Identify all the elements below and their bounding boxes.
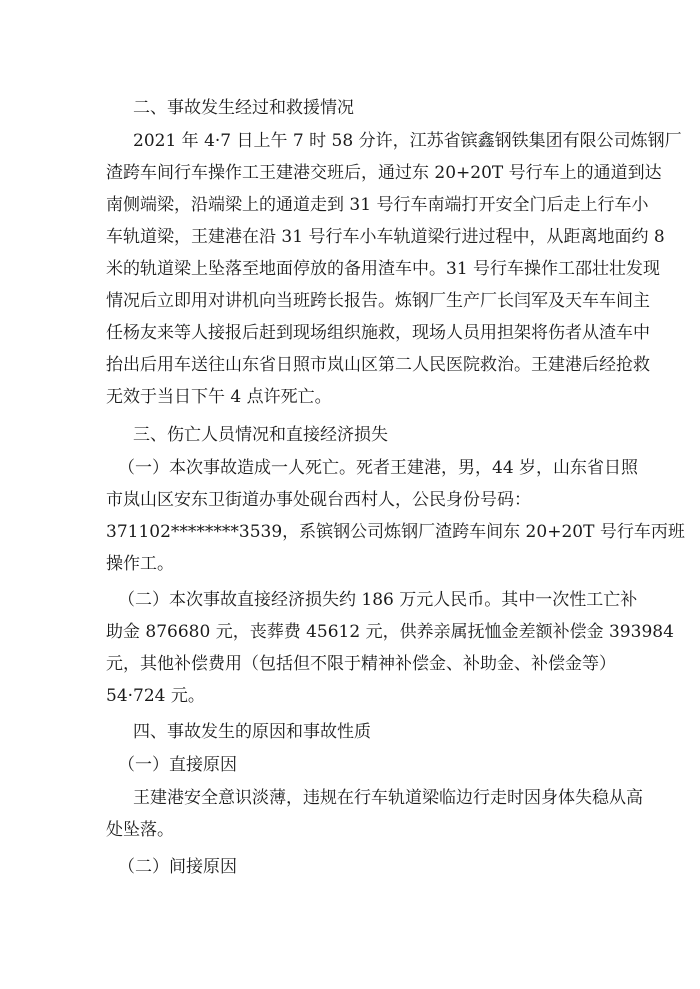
- paragraph-line: 市岚山区安东卫街道办事处砚台西村人，公民身份号码：: [106, 490, 531, 510]
- paragraph-line: （一）本次事故造成一人死亡。死者王建港，男，44 岁，山东省日照: [118, 458, 639, 478]
- paragraph-line: 处坠落。: [106, 820, 174, 840]
- paragraph-line: 助金 876680 元，丧葬费 45612 元，供养亲属抚恤金差额补偿金 393984: [106, 622, 674, 642]
- paragraph-line: 渣跨车间行车操作工王建港交班后，通过东 20+20T 号行车上的通道到达: [106, 163, 662, 183]
- paragraph-line: 南侧端梁，沿端梁上的通道走到 31 号行车南端打开安全门后走上行车小: [106, 195, 649, 215]
- paragraph-line: （二）本次事故直接经济损失约 186 万元人民币。其中一次性工亡补: [118, 590, 638, 610]
- paragraph-line: 元，其他补偿费用（包括但不限于精神补偿金、补助金、补偿金等）: [106, 654, 616, 674]
- paragraph-line: 371102********3539，系镔钢公司炼钢厂渣跨车间东 20+20T 号行车丙班: [106, 522, 685, 542]
- paragraph-line: 任杨友来等人接报后赶到现场组织施救，现场人员用担架将伤者从渣车中: [106, 323, 650, 343]
- paragraph-line: 米的轨道梁上坠落至地面停放的备用渣车中。31 号行车操作工邵壮壮发现: [106, 259, 661, 279]
- paragraph-line: 车轨道梁，王建港在沿 31 号行车小车轨道梁行进过程中，从距离地面约 8: [106, 227, 665, 247]
- paragraph-line: 操作工。: [106, 554, 174, 574]
- subsection-heading-indirect: （二）间接原因: [118, 857, 237, 877]
- section-4-heading: 四、事故发生的原因和事故性质: [133, 722, 371, 742]
- paragraph-line: 54·724 元。: [106, 686, 205, 706]
- paragraph-line: 无效于当日下午 4 点许死亡。: [106, 387, 332, 407]
- section-3-heading: 三、伤亡人员情况和直接经济损失: [133, 425, 388, 445]
- paragraph-line: 王建港安全意识淡薄，违规在行车轨道梁临边行走时因身体失稳从高: [133, 788, 643, 808]
- subsection-heading-direct: （一）直接原因: [118, 755, 237, 775]
- paragraph-line: 2021 年 4·7 日上午 7 时 58 分许，江苏省镔鑫钢铁集团有限公司炼钢厂: [133, 131, 682, 151]
- paragraph-line: 情况后立即用对讲机向当班跨长报告。炼钢厂生产厂长闫军及天车车间主: [106, 291, 650, 311]
- paragraph-line: 抬出后用车送往山东省日照市岚山区第二人民医院救治。王建港后经抢救: [106, 355, 650, 375]
- section-2-heading: 二、事故发生经过和救援情况: [133, 98, 354, 118]
